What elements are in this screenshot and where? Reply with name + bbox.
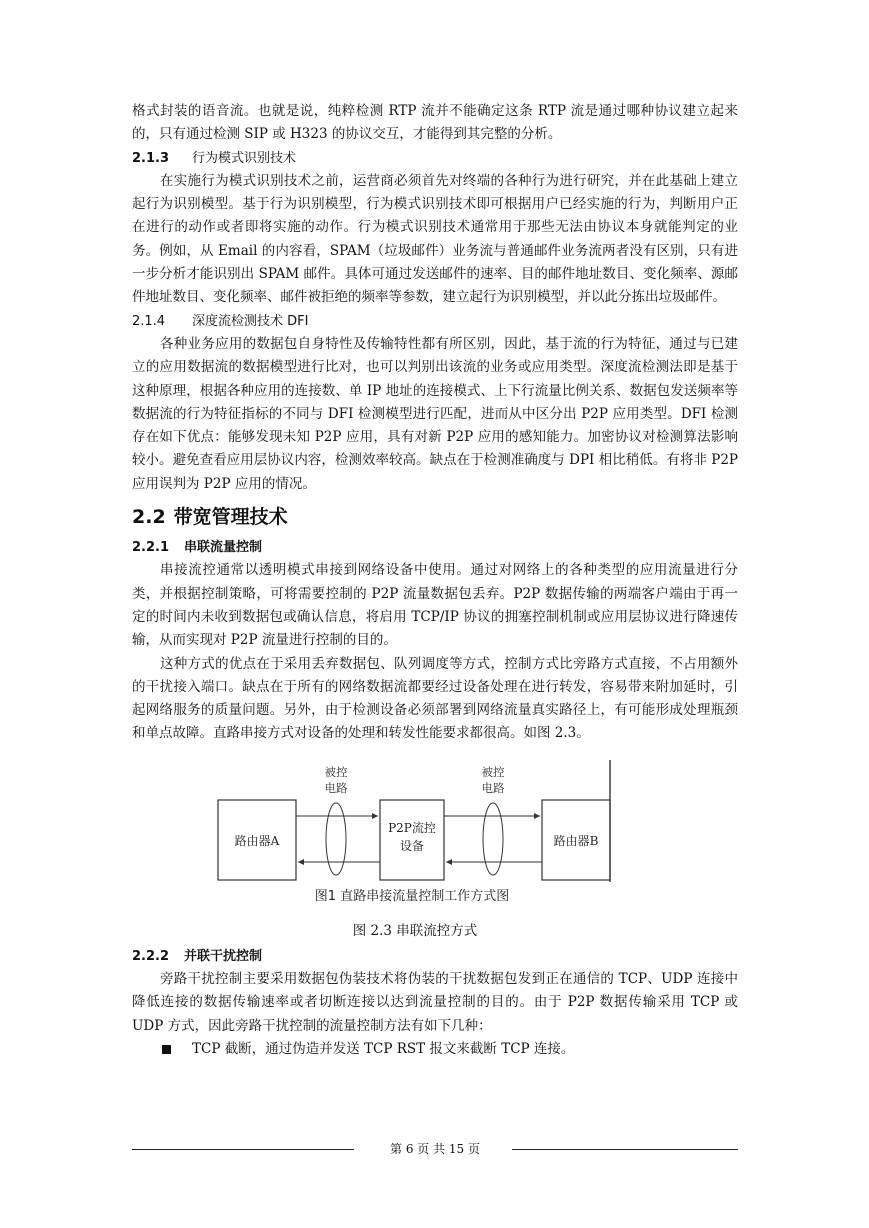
paragraph-serial-control-2: 这种方式的优点在于采用丢弃数据包、队列调度等方式，控制方式比旁路方式直接，不占用额外的干扰接入端口。缺点在于所有的网络数据流都要经过设备处理在进行转发，容易带来附加延时，引起网络服务的质量问题。另外，由于检测设备必须部署到网络流量真实路径上，有可能形成处理瓶颈和单点故障。直路串接方式对设备的处理和转发性能要求都很高。如图 2.3。 [132, 655, 738, 742]
device-label-line2: 设备 [399, 838, 425, 853]
page-footer [132, 1138, 738, 1158]
section-title: 行为模式识别技术 [192, 150, 297, 166]
arrowhead [372, 813, 378, 819]
page-number: 第 6 页 共 15 页 [390, 1142, 480, 1156]
ctrl-right-label-1: 被控 [481, 764, 505, 779]
controlled-circuit-left-ellipse [326, 803, 346, 875]
section-number: 2.2.1 [132, 540, 170, 556]
router-a-label: 路由器A [234, 833, 280, 848]
ctrl-left-label-1: 被控 [324, 764, 348, 779]
ctrl-right-label-2: 电路 [481, 780, 505, 795]
section-title: 串联流量控制 [184, 540, 263, 556]
section-number: 2.2 [132, 506, 166, 529]
heading-2-1-4 [132, 310, 738, 333]
heading-2-2 [132, 502, 738, 532]
bullet-square-icon [162, 1045, 171, 1054]
paragraph-dfi: 各种业务应用的数据包自身特性及传输特性都有所区别，因此，基于流的行为特征，通过与已建立的应用数据流的数据模型进行比对，也可以判别出该流的业务或应用类型。深度流检测法即是基于这种原理，根据各种应用的连接数、单 IP 地址的连接模式、上下行流量比例关系、数据包发送频率等数据流的行为特征指标的不同与 DFI 检测模型进行匹配，进而从中区分出 P2P 应用类型。DFI 检测存在如下优点：能够发现未知 P2P 应用，具有对新 P2P 应用的感知能力。加密协议对检测算法影响较小。避免查看应用层协议内容，检测效率较高。缺点在于检测准确度与 DPI 相比稍低。有将非 P2P 应用误判为 P2P 应用的情况。 [132, 335, 738, 492]
section-number: 2.2.2 [132, 948, 170, 964]
section-number: 2.1.4 [132, 313, 166, 329]
section-title: 带宽管理技术 [173, 506, 288, 529]
arrowhead [298, 859, 304, 865]
arrowhead [446, 859, 452, 865]
paragraph-intro: 格式封装的语音流。也就是说，纯粹检测 RTP 流并不能确定这条 RTP 流是通过哪种协议建立起来的，只有通过检测 SIP 或 H323 的协议交互，才能得到其完整的分析。 [132, 103, 738, 143]
arrowhead [534, 813, 540, 819]
heading-2-1-3 [132, 147, 738, 170]
ctrl-left-label-2: 电路 [324, 780, 348, 795]
section-title: 深度流检测技术 DFI [192, 313, 309, 329]
bullet-text: TCP 截断，通过伪造并发送 TCP RST 报文来截断 TCP 连接。 [192, 1040, 575, 1057]
figure-diagram [132, 760, 738, 910]
controlled-circuit-right-ellipse [483, 803, 503, 875]
section-number: 2.1.3 [132, 150, 170, 166]
paragraph-parallel-control: 旁路干扰控制主要采用数据包伪装技术将伪装的干扰数据包发到正在通信的 TCP、UDP 连接中降低连接的数据传输速率或者切断连接以达到流量控制的目的。由于 P2P 数据传输采用 TCP 或 UDP 方式，因此旁路干扰控制的流量控制方法有如下几种： [132, 971, 738, 1034]
heading-2-2-1 [132, 536, 738, 559]
device-label-line1: P2P流控 [388, 820, 436, 835]
paragraph-serial-control-1: 串接流控通常以透明模式串接到网络设备中使用。通过对网络上的各种类型的应用流量进行分类，并根据控制策略，可将需要控制的 P2P 流量数据包丢弃。P2P 数据传输的两端客户端由于再一定的时间内未收到数据包或确认信息，将启用 TCP/IP 协议的拥塞控制机制或应用层协议进行降速传输，从而实现对 P2P 流量进行控制的目的。 [132, 562, 738, 649]
router-b-label: 路由器B [553, 833, 599, 848]
document-page [132, 100, 738, 1061]
figure-inner-caption: 图1 直路串接流量控制工作方式图 [314, 888, 510, 904]
heading-2-2-2 [132, 945, 738, 968]
figure-serial-flow-control [132, 760, 738, 910]
bullet-item [132, 1038, 738, 1061]
paragraph-behavior-recognition: 在实施行为模式识别技术之前，运营商必须首先对终端的各种行为进行研究，并在此基础上建立起行为识别模型。基于行为识别模型，行为模式识别技术即可根据用户已经实施的行为，判断用户正在进行的动作或者即将实施的动作。行为模式识别技术通常用于那些无法由协议本身就能判定的业务。例如，从 Email 的内容看，SPAM（垃圾邮件）业务流与普通邮件业务流两者没有区别，只有进一步分析才能识别出 SPAM 邮件。具体可通过发送邮件的速率、目的邮件地址数目、变化频率、源邮件地址数目、变化频率、邮件被拒绝的频率等参数，建立起行为识别模型，并以此分拣出垃圾邮件。 [132, 172, 738, 306]
section-title: 并联干扰控制 [184, 948, 263, 964]
footer-rule-right [512, 1149, 738, 1150]
figure-caption: 图 2.3 串联流控方式 [352, 922, 478, 939]
